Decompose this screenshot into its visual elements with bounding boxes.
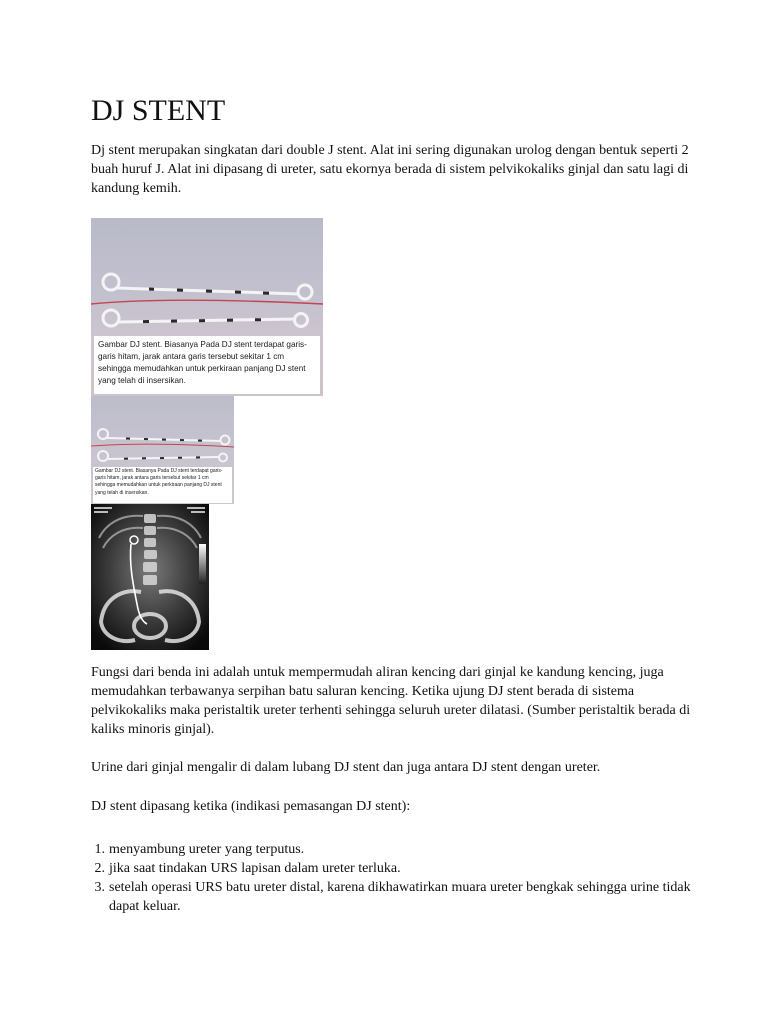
xray-illustration <box>91 504 209 650</box>
urine-paragraph: Urine dari ginjal mengalir di dalam lubang DJ stent dan juga antara DJ stent dengan ureter. <box>91 760 601 775</box>
stent-photo-small <box>91 396 234 504</box>
page-title: DJ STENT <box>91 94 226 127</box>
stent-illustration <box>91 218 323 336</box>
list-item <box>91 878 691 916</box>
list-item <box>91 859 691 878</box>
stent-photo-caption: Gambar DJ stent. Biasanya Pada DJ stent terdapat garis-garis hitam, jarak antara garis tersebut sekitar 1 cm sehingga memudahkan untuk perkiraan panjang DJ stent yang telah di insersikan. <box>94 336 320 394</box>
list-text: setelah operasi URS batu ureter distal, karena dikhawatirkan muara ureter bengkak sehingga urine tidak dapat keluar. <box>109 880 691 914</box>
stent-illustration-small <box>91 396 234 468</box>
list-number: 3. <box>94 880 105 895</box>
xray-photo <box>91 504 209 650</box>
list-text: jika saat tindakan URS lapisan dalam ureter terluka. <box>109 861 401 876</box>
stent-upper <box>103 274 312 299</box>
list-text: menyambung ureter yang terputus. <box>109 842 305 857</box>
function-paragraph: Fungsi dari benda ini adalah untuk mempermudah aliran kencing dari ginjal ke kandung kencing, juga memudahkan terbawanya serpihan batu saluran kencing. Ketika ujung DJ stent berada di sistema pelvikokaliks maka peristaltik ureter terhenti sehingga seluruh ureter dilatasi. (Sumber peristaltik berada di kaliks minoris ginjal). <box>91 665 691 737</box>
list-number: 2. <box>94 861 105 876</box>
indication-intro: DJ stent dipasang ketika (indikasi pemasangan DJ stent): <box>91 799 411 814</box>
stent-photo-large <box>91 218 323 396</box>
intro-paragraph: Dj stent merupakan singkatan dari double J stent. Alat ini sering digunakan urolog dengan bentuk seperti 2 buah huruf J. Alat ini dipasang di ureter, satu ekornya berada di sistem pelvikokaliks ginjal dan satu lagi di kandung kemih. <box>91 143 689 196</box>
list-number: 1. <box>94 842 105 857</box>
stent-lower <box>103 310 308 327</box>
list-item <box>91 840 691 859</box>
stent-photo-caption-small: Gambar DJ stent. Biasanya Pada DJ stent terdapat garis-garis hitam, jarak antara garis tersebut sekitar 1 cm sehingga memudahkan untuk perkiraan panjang DJ stent yang telah di insersikan. <box>93 467 232 503</box>
indication-list <box>91 840 691 916</box>
